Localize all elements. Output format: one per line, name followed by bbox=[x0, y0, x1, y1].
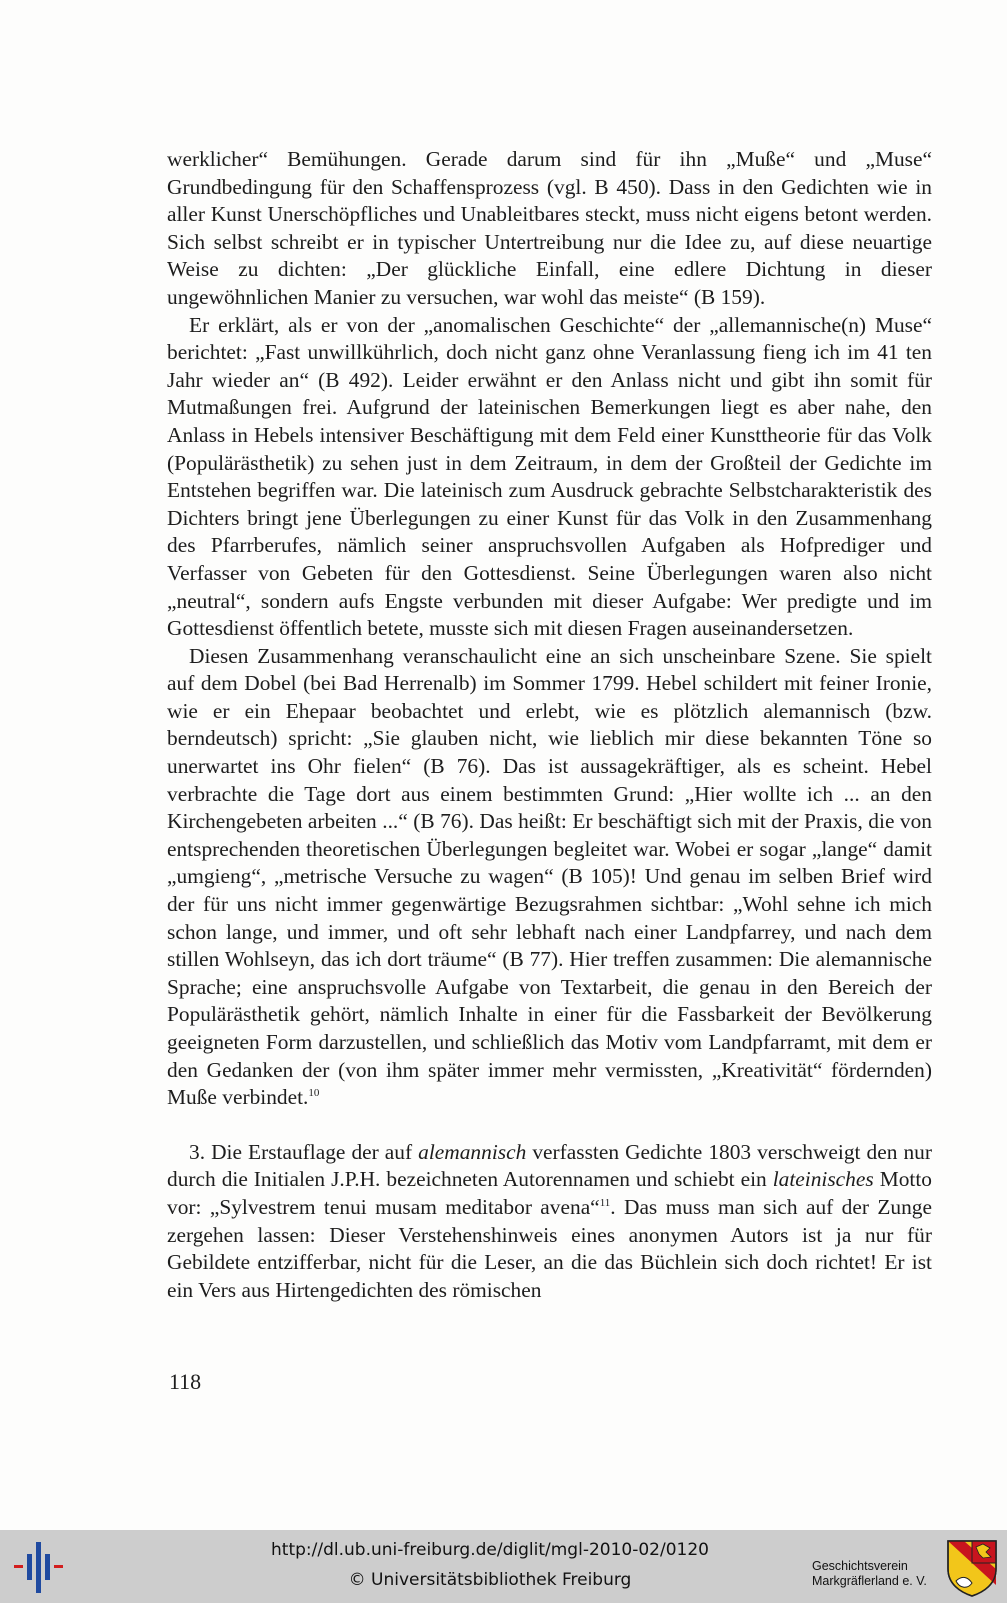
coat-of-arms-icon bbox=[946, 1539, 998, 1597]
footer-url-link[interactable]: http://dl.ub.uni-freiburg.de/diglit/mgl-2010-02/0120 bbox=[271, 1540, 709, 1560]
university-library-logo-icon bbox=[10, 1540, 65, 1595]
paragraph-4: 3. Die Erstauflage der auf alemannisch verfassten Gedichte 1803 verschweigt den nur durch die Initialen J.P.H. bezeichneten Autorennamen und schiebt ein lateinisches Motto vor: „Sylvestrem tenui musam meditabor avena“$^{11}$. Das muss man sich auf der Zunge zergehen lassen: Dieser Verstehenshinweis eines anonymen Autors ist ja nur für Gebildete entzifferbar, nicht für die Leser, an die das Büchlein sich doch richtet! Er ist ein Vers aus Hirtengedichten des römischen bbox=[167, 1139, 932, 1302]
footer-copyright: © Universitätsbibliothek Freiburg bbox=[348, 1570, 632, 1590]
paragraph-3: Diesen Zusammenhang veranschaulicht eine an sich unscheinbare Szene. Sie spielt auf dem Dobel (bei Bad Herrenalb) im Sommer 1799. Hebel schildert mit feiner Ironie, wie er ein Ehepaar beobachtet und erlebt, wie es plötzlich alemannisch (bzw. berndeutsch) spricht: „Sie glauben nicht, wie lieblich mir diese bekannten Töne so unerwartet ins Ohr fielen“ (B 76). Das ist aussagekräftiger, als es scheint. Hebel verbrachte die Tage dort aus einem bestimmten Grund: „Hier wollte ich ... an den Kirchengebeten arbeiten ...“ (B 76). Das heißt: Er beschäftigt sich mit der Praxis, die von entsprechenden theoretischen Überlegungen begleitet war. Wobei er sogar „lange“ damit „umgieng“, „metrische Versuche zu wagen“ (B 105)! Und genau im selben Brief wird der für uns nicht immer gegenwärtige Bezugsrahmen sichtbar: „Wohl sehne ich mich schon lange, und immer, und oft sehr lebhaft nach einer Landpfarrey, und nach dem stillen Wohlseyn, das ich dort träume“ (B 77). Hier treffen zusammen: Die alemannische Sprache; eine anspruchsvolle Aufgabe von Textarbeit, die genau in den Bereich der Populärästhetik gehört, nämlich Inhalte in einer für die Fassbarkeit der Bevölkerung geeigneten Form darzustellen, und schließlich das Motiv vom Landpfarramt, mit dem er den Gedanken der (von ihm später immer mehr vermissten, „Kreativität“ fördernden) Muße verbindet.$^{10}$ bbox=[167, 643, 932, 1110]
body-text bbox=[167, 146, 932, 1304]
footnote-ref-10: 10 bbox=[308, 1087, 320, 1100]
page-number: 118 bbox=[169, 1369, 202, 1394]
footer-bar bbox=[0, 1530, 1007, 1603]
footnote-ref-11: 11 bbox=[599, 1196, 611, 1209]
society-name: Geschichtsverein Markgräflerland e. V. bbox=[812, 1559, 927, 1588]
paragraph-1: werklicher“ Bemühungen. Gerade darum sind für ihn „Muße“ und „Muse“ Grundbedingung für den Schaffensprozess (vgl. B 450). Dass in den Gedichten wie in aller Kunst Unerschöpfliches und Unableitbares steckt, muss nicht eigens betont werden. Sich selbst schreibt er in typischer Untertreibung nur die Idee zu, auf diese neuartige Weise zu dichten: „Der glückliche Einfall, eine edlere Dichtung in dieser ungewöhnlichen Manier zu versuchen, war wohl das meiste“ (B 159). bbox=[167, 147, 932, 309]
paragraph-2: Er erklärt, als er von der „anomalischen Geschichte“ der „allemannische(n) Muse“ berichtet: „Fast unwillkührlich, doch nicht ganz ohne Veranlassung fieng ich im 41 ten Jahr wieder an“ (B 492). Leider erwähnt er den Anlass nicht und gibt ihn somit für Mutmaßungen frei. Aufgrund der lateinischen Bemerkungen liegt es aber nahe, den Anlass in Hebels intensiver Beschäftigung mit dem Feld einer Kunsttheorie für das Volk (Populärästhetik) zu sehen just in dem Zeitraum, in dem der Großteil der Gedichte im Entstehen begriffen war. Die lateinisch zum Ausdruck gebrachte Selbstcharakteristik des Dichters bringt jene Überlegungen zu einer Kunst für das Volk in den Zusammenhang des Pfarrberufes, nämlich seiner anspruchsvollen Aufgaben als Hofprediger und Verfasser von Gebeten für den Gottesdienst. Seine Überlegungen waren also nicht „neutral“, sondern aufs Engste verbunden mit dieser Aufgabe: Wer predigte und im Gottesdienst öffentlich betete, musste sich mit diesen Fragen auseinandersetzen. bbox=[167, 312, 932, 641]
